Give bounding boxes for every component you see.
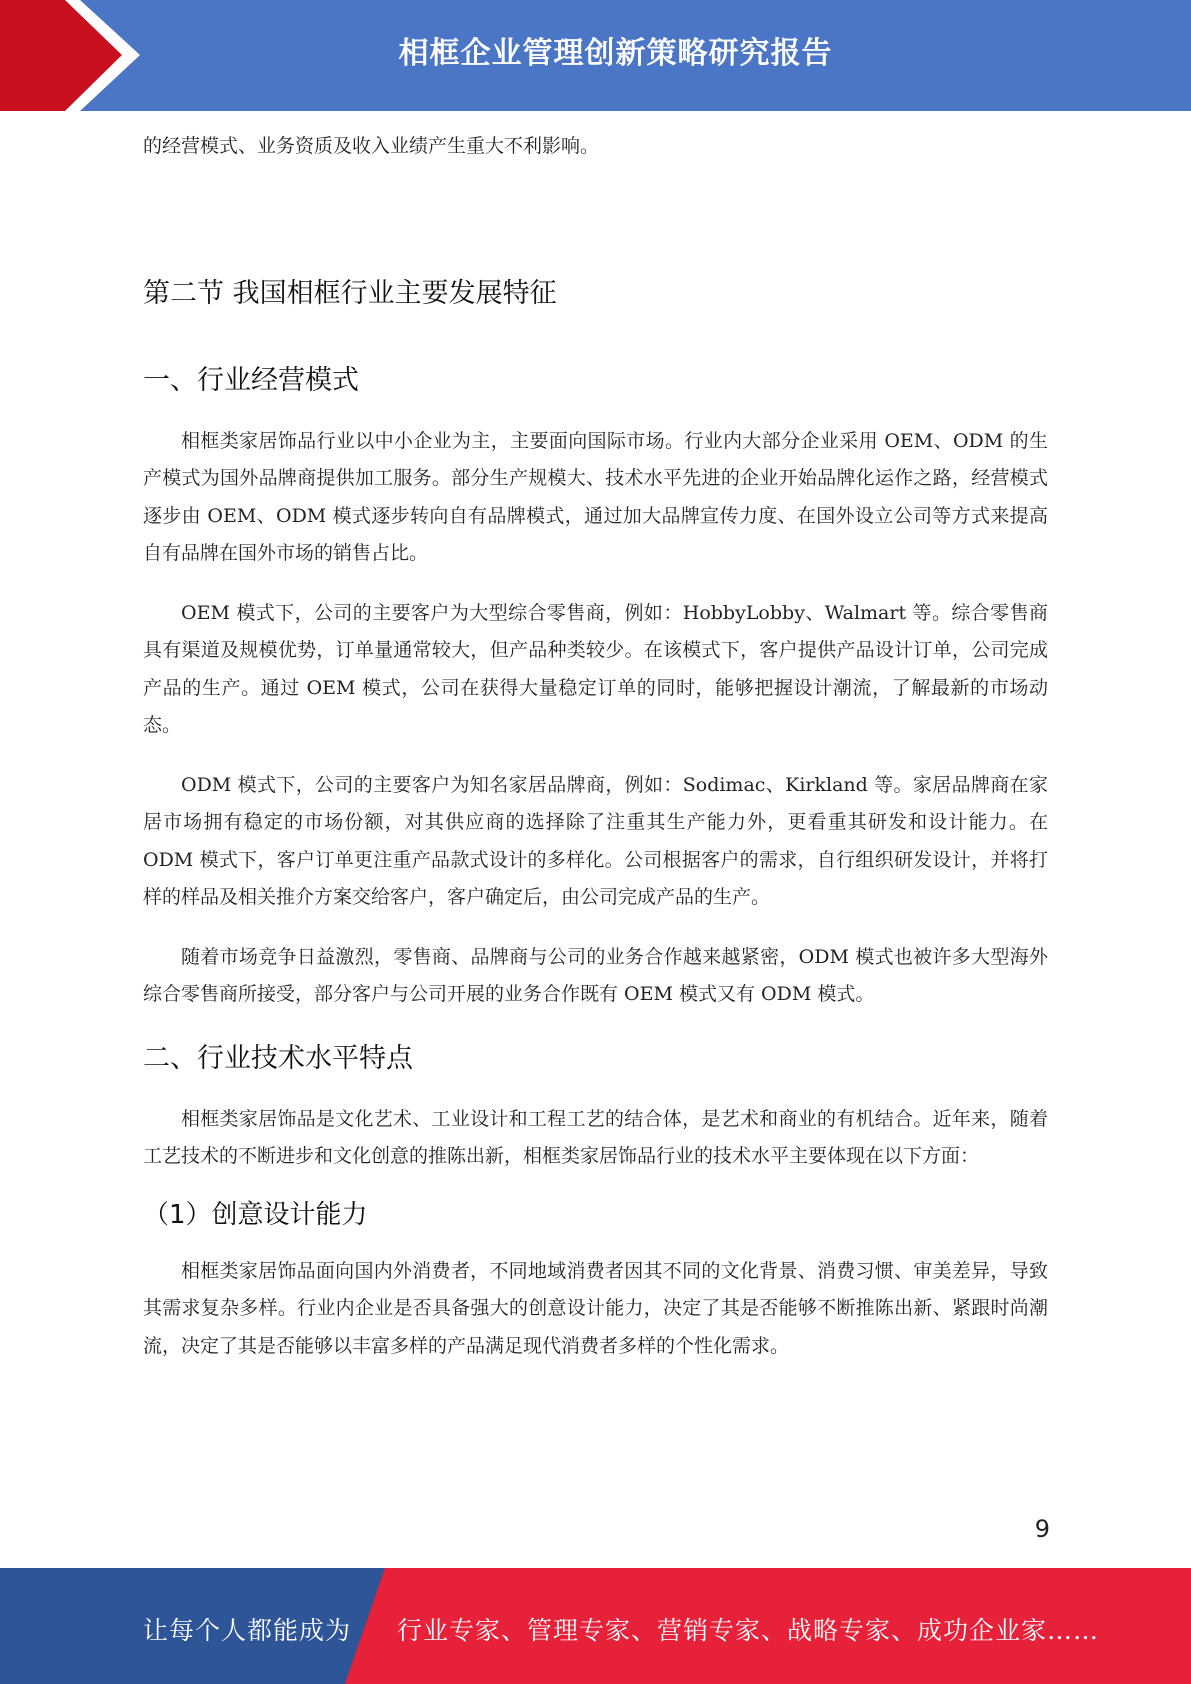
page-footer [0,1568,1191,1684]
document-body [143,128,1048,1365]
subsection-title-business-model: 一、行业经营模式 [143,364,359,396]
footer-slogan-right: 行业专家、管理专家、营销专家、战略专家、成功企业家…… [397,1616,1100,1645]
paragraph-business-model-odm: ODM 模式下，公司的主要客户为知名家居品牌商，例如：Sodimac、Kirkland 等。家居品牌商在家居市场拥有稳定的市场份额，对其供应商的选择除了注重其生产能力外，更看重其研发和设计能力。在 ODM 模式下，客户订单更注重产品款式设计的多样化。公司根据客户的需求，自行组织研发设计，并将打样的样品及相关推介方案交给客户，客户确定后，由公司完成产品的生产。 [143,773,1048,908]
item-title-creative-design: （1）创意设计能力 [143,1199,368,1230]
paragraph-business-model-1: 相框类家居饰品行业以中小企业为主，主要面向国际市场。行业内大部分企业采用 OEM、ODM 的生产模式为国外品牌商提供加工服务。部分生产规模大、技术水平先进的企业开始品牌化运作之路，经营模式逐步由 OEM、ODM 模式逐步转向自有品牌模式，通过加大品牌宣传力度、在国外设立公司等方式来提高自有品牌在国外市场的销售占比。 [143,429,1048,564]
paragraph-business-model-trend: 随着市场竞争日益激烈，零售商、品牌商与公司的业务合作越来越紧密，ODM 模式也被许多大型海外综合零售商所接受，部分客户与公司开展的业务合作既有 OEM 模式又有 ODM 模式。 [143,945,1048,1005]
paragraph-technology-intro: 相框类家居饰品是文化艺术、工业设计和工程工艺的结合体，是艺术和商业的有机结合。近年来，随着工艺技术的不断进步和文化创意的推陈出新，相框类家居饰品行业的技术水平主要体现在以下方面： [143,1107,1048,1167]
section-title: 第二节 我国相框行业主要发展特征 [143,277,557,309]
header-title: 相框企业管理创新策略研究报告 [398,36,833,71]
paragraph-creative-design: 相框类家居饰品面向国内外消费者，不同地域消费者因其不同的文化背景、消费习惯、审美差异，导致其需求复杂多样。行业内企业是否具备强大的创意设计能力，决定了其是否能够不断推陈出新、紧跟时尚潮流，决定了其是否能够以丰富多样的产品满足现代消费者多样的个性化需求。 [143,1259,1048,1357]
footer-slogan-left: 让每个人都能成为 [143,1616,352,1645]
paragraph-business-model-oem: OEM 模式下，公司的主要客户为大型综合零售商，例如：HobbyLobby、Walmart 等。综合零售商具有渠道及规模优势，订单量通常较大，但产品种类较少。在该模式下，客户提供产品设计订单，公司完成产品的生产。通过 OEM 模式，公司在获得大量稳定订单的同时，能够把握设计潮流，了解最新的市场动态。 [143,601,1048,736]
intro-tail-paragraph: 的经营模式、业务资质及收入业绩产生重大不利影响。 [143,135,600,157]
page-header [0,0,1191,111]
page-number: 9 [1034,1515,1050,1543]
subsection-title-technology: 二、行业技术水平特点 [143,1042,413,1074]
